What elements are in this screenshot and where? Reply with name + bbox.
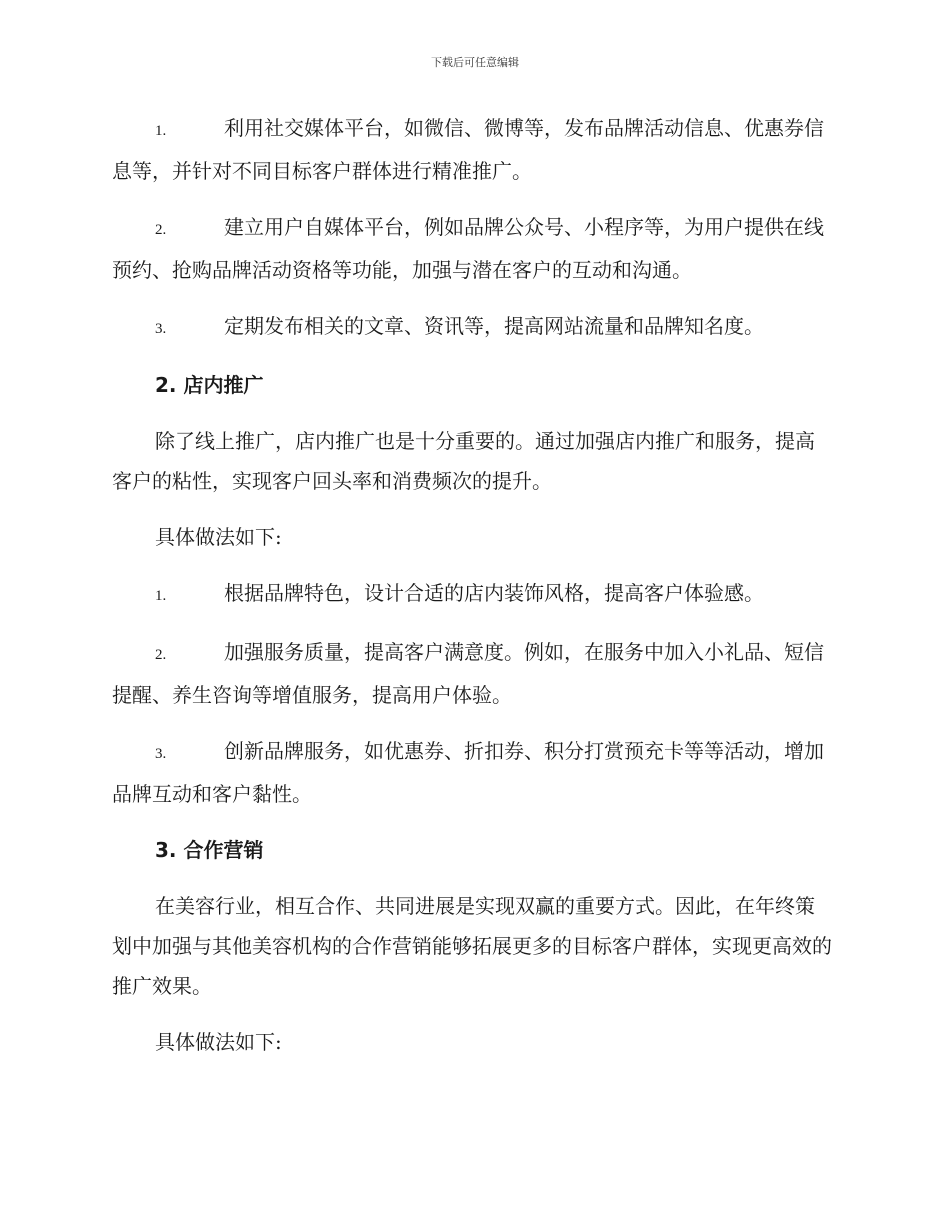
document-body xyxy=(112,108,834,1078)
list-item-text: 加强服务质量，提高客户满意度。例如，在服务中加入小礼品、短信提醒、养生咨询等增值服务，提高用户体验。 xyxy=(112,640,824,707)
list-number: 1. xyxy=(155,588,167,604)
list-number: 3. xyxy=(155,321,167,337)
list-item xyxy=(112,731,834,814)
paragraph: 除了线上推广，店内推广也是十分重要的。通过加强店内推广和服务，提高客户的粘性，实现客户回头率和消费频次的提升。 xyxy=(112,429,815,493)
list-number: 3. xyxy=(155,746,167,762)
list-item xyxy=(112,207,834,290)
section-heading: 2. 店内推广 xyxy=(155,373,264,397)
paragraph: 在美容行业，相互合作、共同进展是实现双赢的重要方式。因此，在年终策划中加强与其他美容机构的合作营销能够拓展更多的目标客户群体，实现更高效的推广效果。 xyxy=(112,894,832,998)
list-item xyxy=(112,108,834,191)
page-header: 下载后可任意编辑 xyxy=(431,56,519,69)
list-item xyxy=(112,573,834,616)
list-item xyxy=(112,632,834,715)
list-item-text: 定期发布相关的文章、资讯等，提高网站流量和品牌知名度。 xyxy=(224,314,764,338)
list-number: 2. xyxy=(155,647,167,663)
paragraph: 具体做法如下: xyxy=(155,525,282,549)
list-item xyxy=(112,306,834,349)
paragraph: 具体做法如下: xyxy=(155,1030,282,1054)
list-item-text: 根据品牌特色，设计合适的店内装饰风格，提高客户体验感。 xyxy=(224,581,764,605)
list-number: 2. xyxy=(155,222,167,238)
section-heading: 3. 合作营销 xyxy=(155,838,264,862)
list-item-text: 利用社交媒体平台，如微信、微博等，发布品牌活动信息、优惠券信息等，并针对不同目标客户群体进行精准推广。 xyxy=(112,116,824,183)
list-number: 1. xyxy=(155,123,167,139)
list-item-text: 创新品牌服务，如优惠券、折扣券、积分打赏预充卡等等活动，增加品牌互动和客户黏性。 xyxy=(112,739,824,806)
list-item-text: 建立用户自媒体平台，例如品牌公众号、小程序等，为用户提供在线预约、抢购品牌活动资格等功能，加强与潜在客户的互动和沟通。 xyxy=(112,215,824,282)
